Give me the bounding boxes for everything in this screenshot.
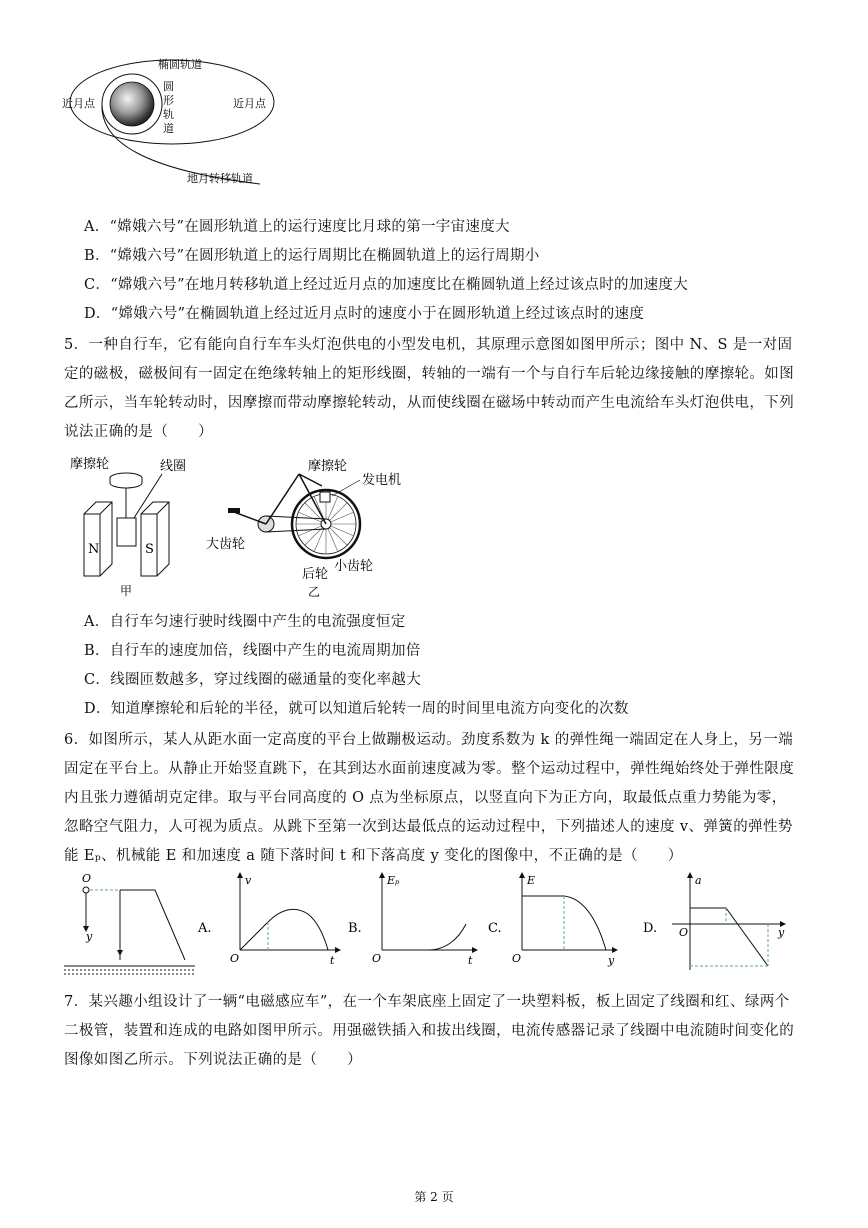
q6-line-2: 固定在平台上。从静止开始竖直跳下，在其到达水面前速度减为零。整个运动过程中，弹性绳始终处于弹性限度 bbox=[64, 761, 795, 777]
graph-c-vlabel: E bbox=[527, 874, 536, 887]
page-footer: 第 2 页 bbox=[414, 1190, 454, 1204]
q4-option-a: A．“嫦娥六号”在圆形轨道上的运行速度比月球的第一宇宙速度大 bbox=[84, 219, 510, 235]
graph-d-vlabel: a bbox=[695, 874, 702, 887]
graph-a-hlabel: t bbox=[330, 954, 335, 967]
graph-a-origin: O bbox=[230, 952, 240, 965]
q5-line-1: 5．一种自行车，它有能向自行车车头灯泡供电的小型发电机，其原理示意图如图甲所示；图中 N、S 是一对固 bbox=[64, 337, 793, 353]
q6-line-3: 内且张力遵循胡克定律。取与平台同高度的 O 点为坐标原点，以竖直向下为正方向，取最低点重力势能为零， bbox=[64, 790, 787, 806]
graph-b-origin: O bbox=[372, 952, 382, 965]
circle-label-2: 形 bbox=[163, 94, 174, 107]
q7-line-1: 7．某兴趣小组设计了一辆“电磁感应车”，在一个车架底座上固定了一块塑料板，板上固定了线圈和红、绿两个 bbox=[64, 994, 790, 1010]
s-pole-label: S bbox=[145, 542, 154, 557]
transfer-label: 地月转移轨道 bbox=[187, 172, 253, 185]
graph-a-vlabel: v bbox=[245, 874, 252, 887]
perilune-left-label: 近月点 bbox=[62, 97, 95, 110]
q4-option-d: D．“嫦娥六号”在椭圆轨道上经过近月点时的速度小于在圆形轨道上经过该点时的速度 bbox=[84, 306, 645, 322]
q5-line-3: 乙所示，当车轮转动时，因摩擦而带动摩擦轮转动，从而使线圈在磁场中转动而产生电流给车头灯泡供电，下列 bbox=[64, 395, 795, 411]
circle-label-1: 圆 bbox=[163, 80, 174, 93]
friction-wheel-label: 摩擦轮 bbox=[70, 457, 110, 472]
scene-y-label: y bbox=[86, 930, 93, 943]
q7-line-3: 图像如图乙所示。下列说法正确的是（ ） bbox=[64, 1052, 362, 1068]
q7-line-2: 二极管，装置和连成的电路如图甲所示。用强磁铁插入和拔出线圈，电流传感器记录了线圈中电流随时间变化的 bbox=[64, 1023, 795, 1039]
q4-option-c: C．“嫦娥六号”在地月转移轨道上经过近月点的加速度比在椭圆轨道上经过该点时的加速度大 bbox=[84, 277, 689, 293]
graph-c bbox=[512, 872, 618, 967]
graph-d-hlabel: y bbox=[778, 926, 785, 939]
q6-stem bbox=[64, 726, 810, 871]
q6-figure bbox=[60, 870, 800, 986]
rear-wheel-label: 后轮 bbox=[302, 567, 329, 582]
q5-figure-jia bbox=[66, 452, 196, 600]
fig-yi-friction-wheel-label: 摩擦轮 bbox=[308, 459, 348, 474]
perilune-right-label: 近月点 bbox=[233, 97, 266, 110]
q5-option-c: C．线圈匝数越多，穿过线圈的磁通量的变化率越大 bbox=[84, 672, 421, 688]
q6-line-1: 6．如图所示，某人从距水面一定高度的平台上做蹦极运动。劲度系数为 k 的弹性绳一端固定在人身上，另一端 bbox=[64, 732, 794, 748]
ellipse-label: 椭圆轨道 bbox=[158, 58, 202, 71]
q5-stem bbox=[64, 331, 810, 447]
moon bbox=[110, 82, 154, 126]
scene-origin-label: O bbox=[82, 872, 92, 885]
orbit-diagram bbox=[60, 52, 320, 192]
fig-yi-caption: 乙 bbox=[308, 585, 321, 599]
q7-stem bbox=[64, 988, 810, 1075]
graph-b-hlabel: t bbox=[468, 954, 473, 967]
n-pole-label: N bbox=[88, 542, 100, 557]
q5-option-b: B．自行车的速度加倍，线圈中产生的电流周期加倍 bbox=[84, 643, 421, 659]
option-d-label: D. bbox=[643, 921, 658, 936]
coil-label: 线圈 bbox=[160, 459, 187, 474]
q5-line-2: 定的磁极，磁极间有一固定在绝缘转轴上的矩形线圈，转轴的一端有一个与自行车后轮边缘接触的摩擦轮。如图 bbox=[64, 366, 795, 382]
graph-a bbox=[230, 872, 341, 967]
fig-jia-caption: 甲 bbox=[120, 584, 133, 598]
graph-b bbox=[372, 872, 478, 967]
q5-option-a: A．自行车匀速行驶时线圈中产生的电流强度恒定 bbox=[84, 614, 406, 630]
graph-d bbox=[672, 872, 786, 970]
graph-b-vlabel: Eₚ bbox=[387, 874, 400, 887]
q5-line-4: 说法正确的是（ ） bbox=[64, 424, 213, 440]
graph-d-origin: O bbox=[679, 926, 689, 939]
option-b-label: B. bbox=[348, 921, 362, 936]
graph-c-origin: O bbox=[512, 952, 522, 965]
circle-label-3: 轨 bbox=[163, 108, 174, 121]
q4-option-b: B．“嫦娥六号”在圆形轨道上的运行周期比在椭圆轨道上的运行周期小 bbox=[84, 248, 540, 264]
orbit-figure bbox=[60, 52, 320, 192]
option-c-label: C. bbox=[488, 921, 502, 936]
q6-line-4: 忽略空气阻力，人可视为质点。从跳下至第一次到达最低点的运动过程中，下列描述人的速度 v、弹簧的弹性势 bbox=[64, 819, 793, 835]
q5-option-d: D．知道摩擦轮和后轮的半径，就可以知道后轮转一周的时间里电流方向变化的次数 bbox=[84, 701, 629, 717]
q6-line-5: 能 Eₚ、机械能 E 和加速度 a 随下落时间 t 和下落高度 y 变化的图像中，不正确的是（ ） bbox=[64, 848, 683, 864]
option-a-label: A. bbox=[198, 921, 212, 936]
bungee-scene bbox=[64, 872, 195, 974]
big-gear-label: 大齿轮 bbox=[206, 537, 246, 552]
small-gear-label: 小齿轮 bbox=[334, 559, 374, 574]
generator-label: 发电机 bbox=[362, 473, 402, 488]
q5-figure-yi bbox=[204, 456, 424, 602]
circle-label-4: 道 bbox=[163, 122, 174, 135]
graph-c-hlabel: y bbox=[608, 954, 615, 967]
